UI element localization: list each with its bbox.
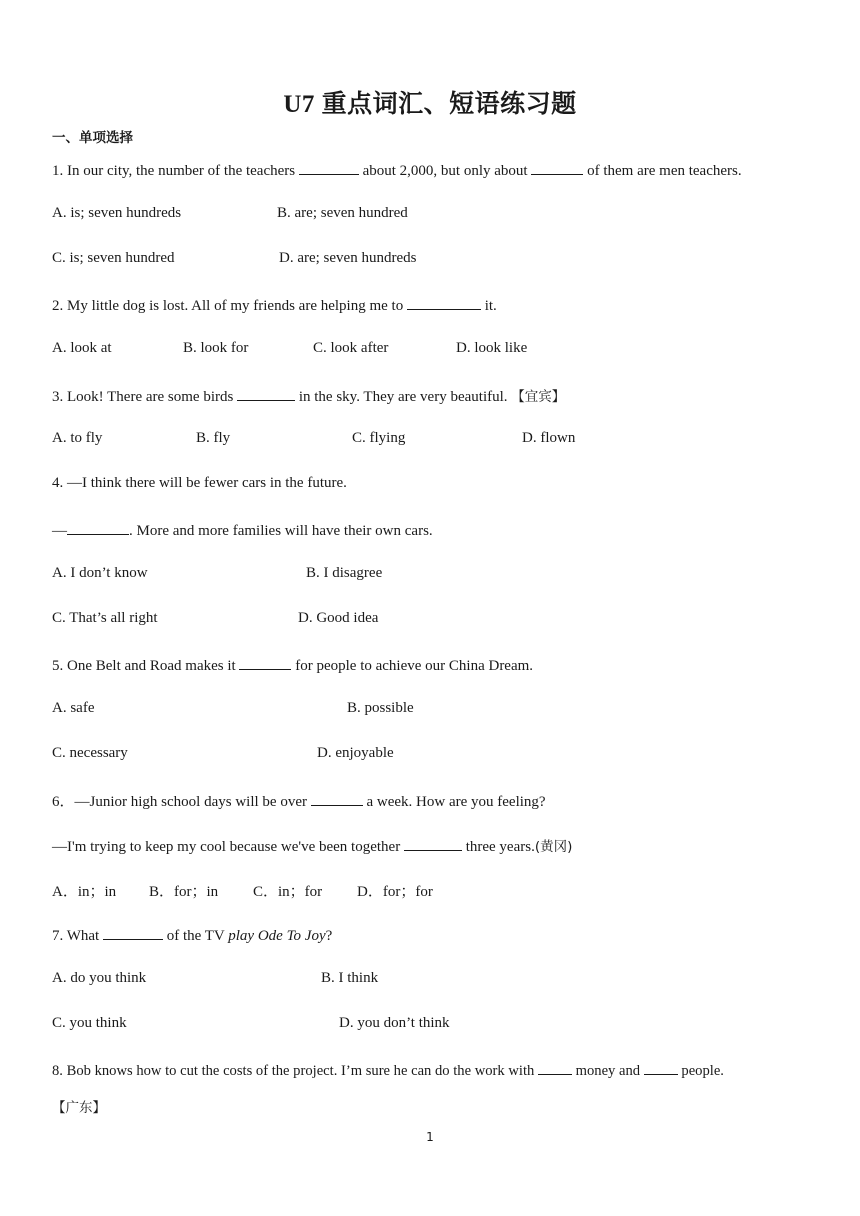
answer-blank[interactable]	[237, 386, 295, 401]
option-d[interactable]: D. flown	[522, 430, 576, 446]
question-1: 1. In our city, the number of the teachers about 2,000, but only about of them are men teachers.	[52, 160, 742, 180]
option-a[interactable]: A. is; seven hundreds	[52, 205, 182, 221]
option-a[interactable]: A. to fly	[52, 430, 103, 446]
option-b[interactable]: B. look for	[183, 340, 249, 356]
option-d[interactable]: D. enjoyable	[317, 745, 394, 761]
question-4-reply: — . More and more families will have their own cars.	[52, 520, 433, 540]
option-b[interactable]: B. I think	[321, 970, 379, 986]
answer-blank[interactable]	[311, 791, 363, 806]
option-b[interactable]: B．for；in	[149, 884, 219, 900]
question-5: 5. One Belt and Road makes it for people to achieve our China Dream.	[52, 655, 533, 675]
answer-blank[interactable]	[531, 160, 583, 175]
option-c[interactable]: C. That’s all right	[52, 610, 158, 626]
option-a[interactable]: A. look at	[52, 340, 112, 356]
option-b[interactable]: B. possible	[347, 700, 414, 716]
answer-blank[interactable]	[644, 1060, 678, 1075]
question-2: 2. My little dog is lost. All of my friends are helping me to it.	[52, 295, 497, 315]
page-number: 1	[426, 1130, 434, 1144]
option-c[interactable]: C．in；for	[253, 884, 323, 900]
answer-blank[interactable]	[299, 160, 359, 175]
question-8: 8. Bob knows how to cut the costs of the project. I’m sure he can do the work with money and people.	[52, 1060, 724, 1080]
program-title: play Ode To Joy	[228, 928, 326, 944]
option-c[interactable]: C. look after	[313, 340, 389, 356]
question-3: 3. Look! There are some birds in the sky. They are very beautiful. 【宜宾】	[52, 385, 565, 406]
option-d[interactable]: D．for；for	[357, 884, 433, 900]
answer-blank[interactable]	[407, 295, 481, 310]
option-b[interactable]: B. are; seven hundred	[277, 205, 408, 221]
question-4: 4. —I think there will be fewer cars in the future.	[52, 475, 347, 491]
option-c[interactable]: C. flying	[352, 430, 406, 446]
option-c[interactable]: C. necessary	[52, 745, 128, 761]
question-7: 7. What of the TV play Ode To Joy?	[52, 925, 332, 945]
answer-blank[interactable]	[239, 655, 291, 670]
answer-blank[interactable]	[103, 925, 163, 940]
option-a[interactable]: A. do you think	[52, 970, 147, 986]
option-b[interactable]: B. fly	[196, 430, 231, 446]
section-heading: 一、单项选择	[52, 130, 133, 146]
page-title: U7 重点词汇、短语练习题	[283, 91, 577, 118]
source-tag: 【广东】	[52, 1100, 106, 1116]
answer-blank[interactable]	[538, 1060, 572, 1075]
option-d[interactable]: D. you don’t think	[339, 1015, 450, 1031]
source-tag: (黄冈)	[534, 839, 573, 855]
option-a[interactable]: A. safe	[52, 700, 95, 716]
option-a[interactable]: A．in；in	[52, 884, 117, 900]
answer-blank[interactable]	[67, 520, 129, 535]
option-a[interactable]: A. I don’t know	[52, 565, 148, 581]
option-d[interactable]: D. are; seven hundreds	[279, 250, 417, 266]
option-c[interactable]: C. you think	[52, 1015, 127, 1031]
question-6-reply: —I'm trying to keep my cool because we've been together three years.(黄冈)	[52, 835, 572, 856]
option-b[interactable]: B. I disagree	[306, 565, 383, 581]
answer-blank[interactable]	[404, 836, 462, 851]
option-d[interactable]: D. Good idea	[298, 610, 379, 626]
question-6: 6．—Junior high school days will be over a week. How are you feeling?	[52, 790, 546, 811]
option-c[interactable]: C. is; seven hundred	[52, 250, 175, 266]
source-tag: 【宜宾】	[511, 389, 566, 405]
option-d[interactable]: D. look like	[456, 340, 528, 356]
